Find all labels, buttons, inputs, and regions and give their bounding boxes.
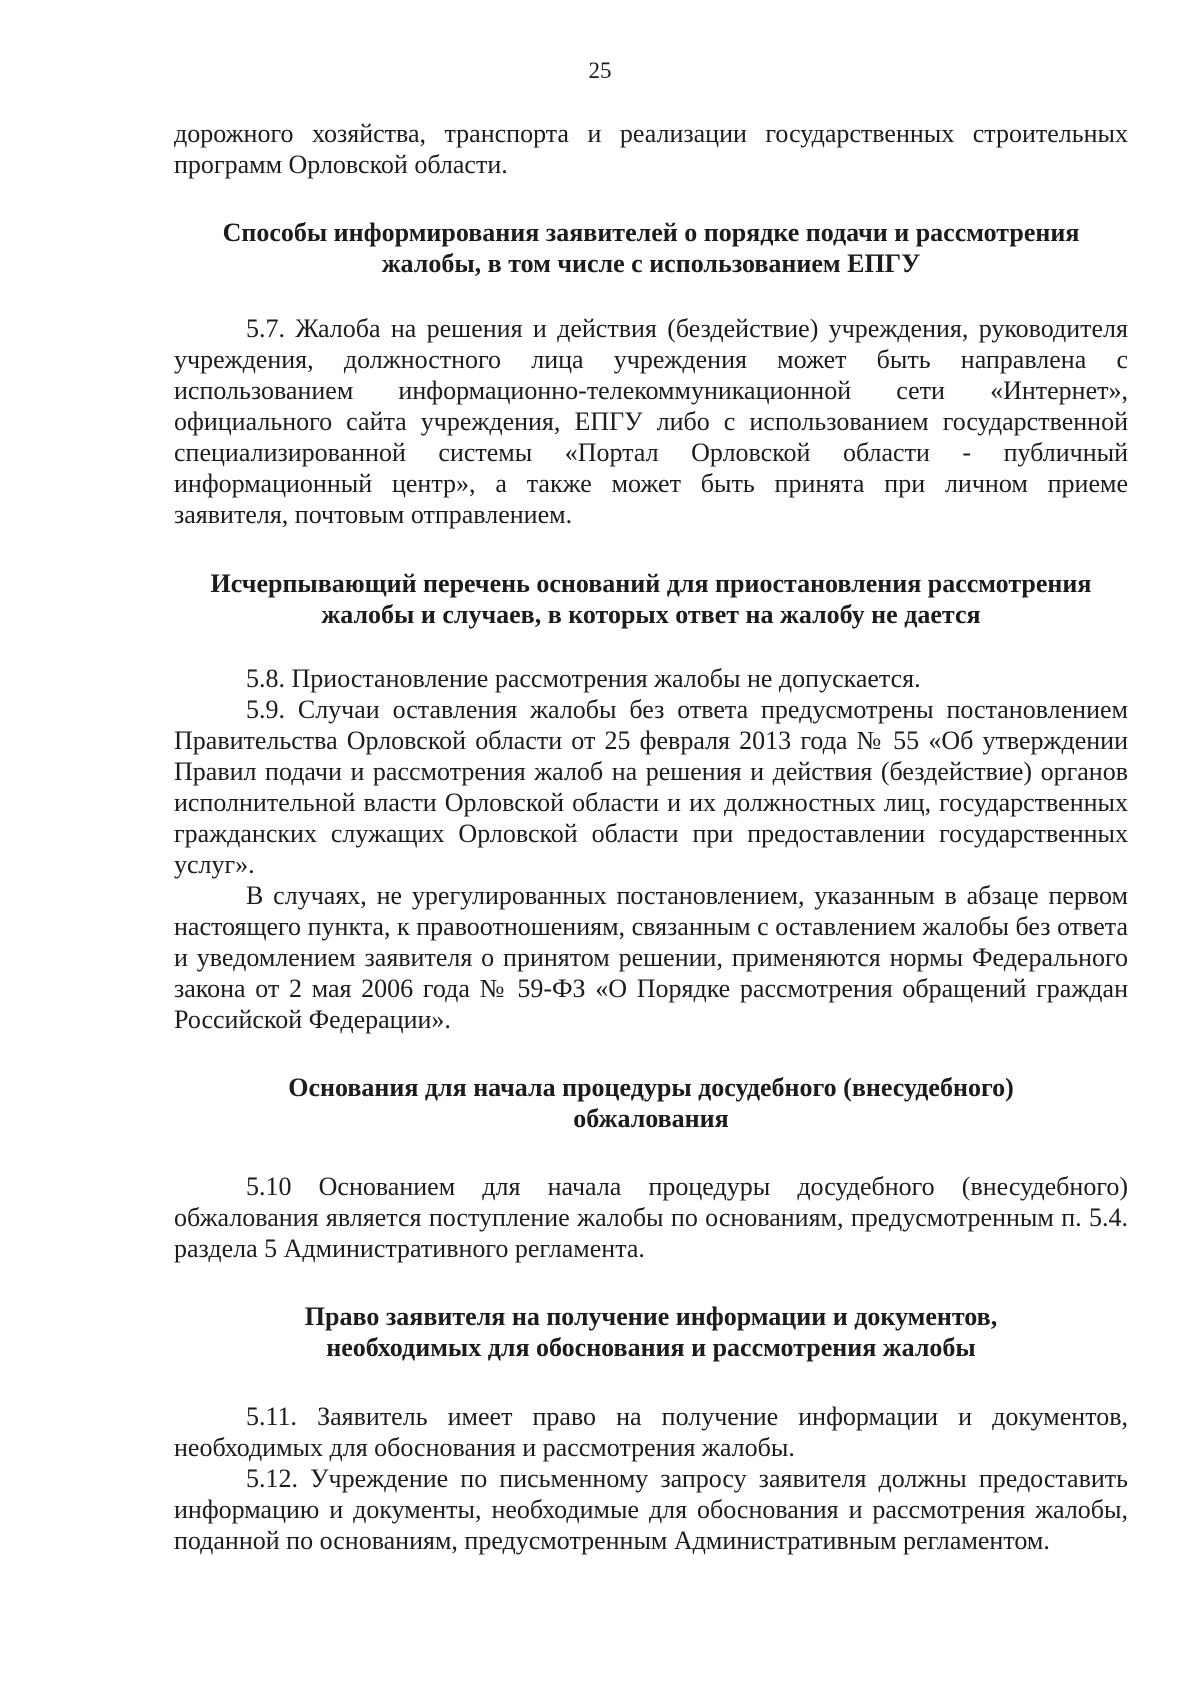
document-body <box>174 118 1128 1556</box>
section-informing <box>174 217 1128 530</box>
heading-line: Способы информирования заявителей о порядке подачи и рассмотрения <box>222 218 1080 247</box>
paragraph-unregulated-cases: В случаях, не урегулированных постановлением, указанным в абзаце первом настоящего пункта, к правоотношениям, связанным с оставлением жалобы без ответа и уведомлением заявителя о принятом решении, применяются нормы Федерального закона от 2 мая 2006 года № 59-ФЗ «О Порядке рассмотрения обращений граждан Российской Федерации». <box>174 881 1128 1034</box>
paragraph-5-12: 5.12. Учреждение по письменному запросу заявителя должны предоставить информацию и документы, необходимые для обоснования и рассмотрения жалобы, поданной по основаниям, предусмотренным Административным регламентом. <box>174 1464 1128 1555</box>
paragraph-5-11: 5.11. Заявитель имеет право на получение информации и документов, необходимых для обоснования и рассмотрения жалобы. <box>174 1402 1128 1462</box>
heading-line: жалобы, в том числе с использованием ЕПГУ <box>381 249 921 278</box>
heading-line: Исчерпывающий перечень оснований для приостановления рассмотрения <box>210 569 1092 598</box>
paragraph-5-10: 5.10 Основанием для начала процедуры досудебного (внесудебного) обжалования является поступление жалобы по основаниям, предусмотренным п. 5.4. раздела 5 Административного регламента. <box>174 1172 1128 1263</box>
paragraph-5-9: 5.9. Случаи оставления жалобы без ответа предусмотрены постановлением Правительства Орловской области от 25 февраля 2013 года № 55 «Об утверждении Правил подачи и рассмотрения жалоб на решения и действия (бездействие) органов исполнительной власти Орловской области и их должностных лиц, государственных гражданских служащих Орловской области при предоставлении государственных услуг». <box>174 695 1128 879</box>
section-heading <box>174 568 1128 630</box>
page-number: 25 <box>588 58 612 83</box>
section-heading <box>174 1072 1128 1134</box>
heading-line: необходимых для обоснования и рассмотрения жалобы <box>326 1333 976 1362</box>
section-applicant-rights <box>174 1301 1128 1556</box>
section-suspension-grounds <box>174 568 1128 1035</box>
paragraph-5-7: 5.7. Жалоба на решения и действия (бездействие) учреждения, руководителя учреждения, должностного лица учреждения может быть направлена с использованием информационно-телекоммуникационной сети «Интернет», официального сайта учреждения, ЕПГУ либо с использованием государственной специализированной системы «Портал Орловской области - публичный информационный центр», а также может быть принята при личном приеме заявителя, почтовым отправлением. <box>174 314 1128 529</box>
section-heading <box>174 1301 1128 1363</box>
section-appeal-grounds <box>174 1072 1128 1264</box>
heading-line: Право заявителя на получение информации и документов, <box>304 1302 998 1331</box>
paragraph-5-8: 5.8. Приостановление рассмотрения жалобы не допускается. <box>246 664 921 693</box>
intro-paragraph: дорожного хозяйства, транспорта и реализации государственных строительных программ Орловской области. <box>174 119 1128 179</box>
heading-line: обжалования <box>573 1104 729 1133</box>
heading-line: Основания для начала процедуры досудебного (внесудебного) <box>288 1073 1014 1102</box>
heading-line: жалобы и случаев, в которых ответ на жалобу не дается <box>321 600 981 629</box>
section-heading <box>174 217 1128 279</box>
